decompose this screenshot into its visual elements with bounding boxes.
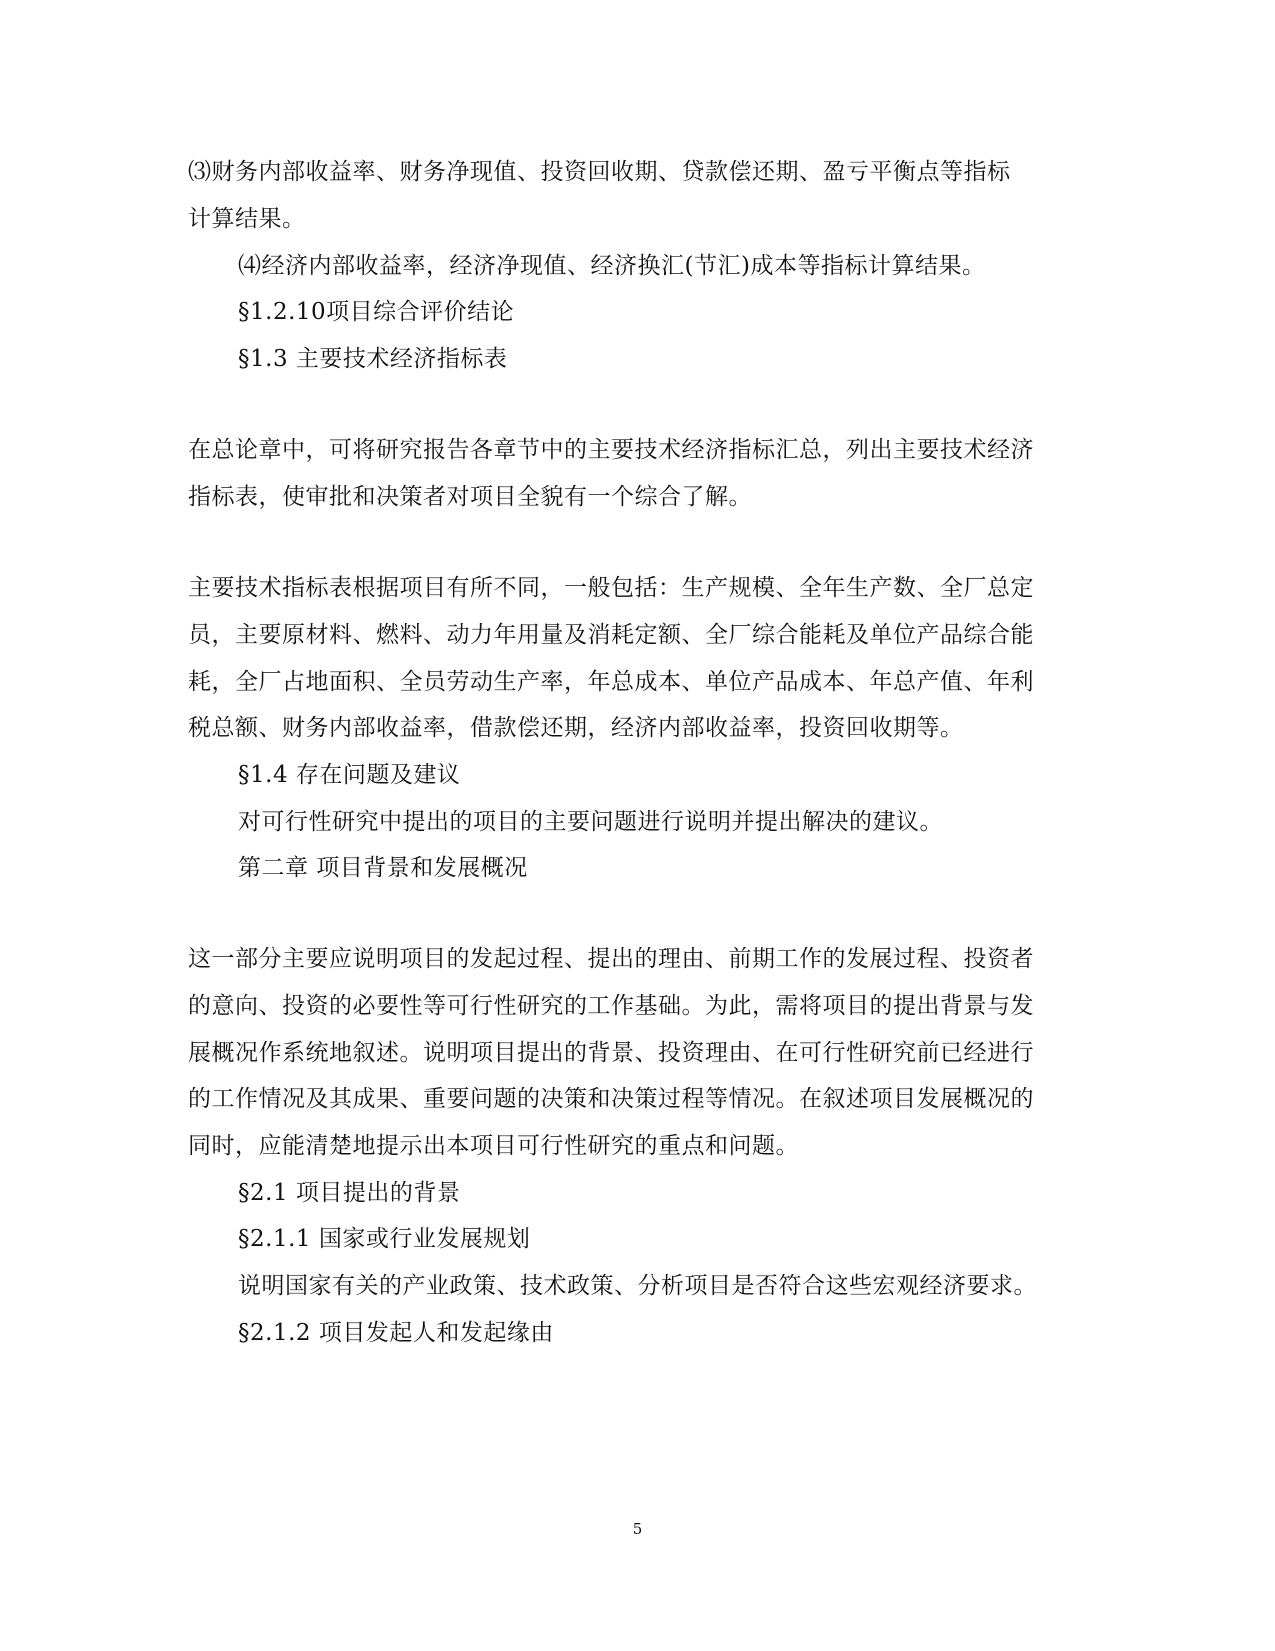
section-heading: §1.2.10项目综合评价结论 xyxy=(238,299,515,325)
text-line: 计算结果。 xyxy=(188,206,306,232)
section-heading: §1.4 存在问题及建议 xyxy=(238,762,461,788)
page-number: 5 xyxy=(632,1520,643,1538)
text-line: 指标表，使审批和决策者对项目全貌有一个综合了解。 xyxy=(188,484,752,510)
chapter-heading: 第二章 项目背景和发展概况 xyxy=(238,855,528,881)
section-heading: §2.1.1 国家或行业发展规划 xyxy=(238,1226,531,1252)
text-line: 同时，应能清楚地提示出本项目可行性研究的重点和问题。 xyxy=(188,1133,799,1159)
text-line: 的工作情况及其成果、重要问题的决策和决策过程等情况。在叙述项目发展概况的 xyxy=(188,1086,1034,1112)
text-line: ⑶财务内部收益率、财务净现值、投资回收期、贷款偿还期、盈亏平衡点等指标 xyxy=(188,159,1011,185)
text-line: 对可行性研究中提出的项目的主要问题进行说明并提出解决的建议。 xyxy=(238,809,943,835)
section-heading: §1.3 主要技术经济指标表 xyxy=(238,346,508,372)
section-heading: §2.1.2 项目发起人和发起缘由 xyxy=(238,1320,554,1346)
text-line: 展概况作系统地叙述。说明项目提出的背景、投资理由、在可行性研究前已经进行 xyxy=(188,1040,1034,1066)
text-line: 员，主要原材料、燃料、动力年用量及消耗定额、全厂综合能耗及单位产品综合能 xyxy=(188,622,1034,648)
text-line: 在总论章中，可将研究报告各章节中的主要技术经济指标汇总，列出主要技术经济 xyxy=(188,437,1034,463)
section-heading: §2.1 项目提出的背景 xyxy=(238,1180,461,1206)
text-line: 的意向、投资的必要性等可行性研究的工作基础。为此，需将项目的提出背景与发 xyxy=(188,993,1034,1019)
text-line: 说明国家有关的产业政策、技术政策、分析项目是否符合这些宏观经济要求。 xyxy=(238,1273,1037,1299)
text-line: ⑷经济内部收益率，经济净现值、经济换汇(节汇)成本等指标计算结果。 xyxy=(238,253,986,279)
text-line: 耗，全厂占地面积、全员劳动生产率，年总成本、单位产品成本、年总产值、年利 xyxy=(188,669,1034,695)
text-line: 这一部分主要应说明项目的发起过程、提出的理由、前期工作的发展过程、投资者 xyxy=(188,946,1034,972)
text-line: 税总额、财务内部收益率，借款偿还期，经济内部收益率，投资回收期等。 xyxy=(188,715,964,741)
text-line: 主要技术指标表根据项目有所不同，一般包括：生产规模、全年生产数、全厂总定 xyxy=(188,575,1034,601)
